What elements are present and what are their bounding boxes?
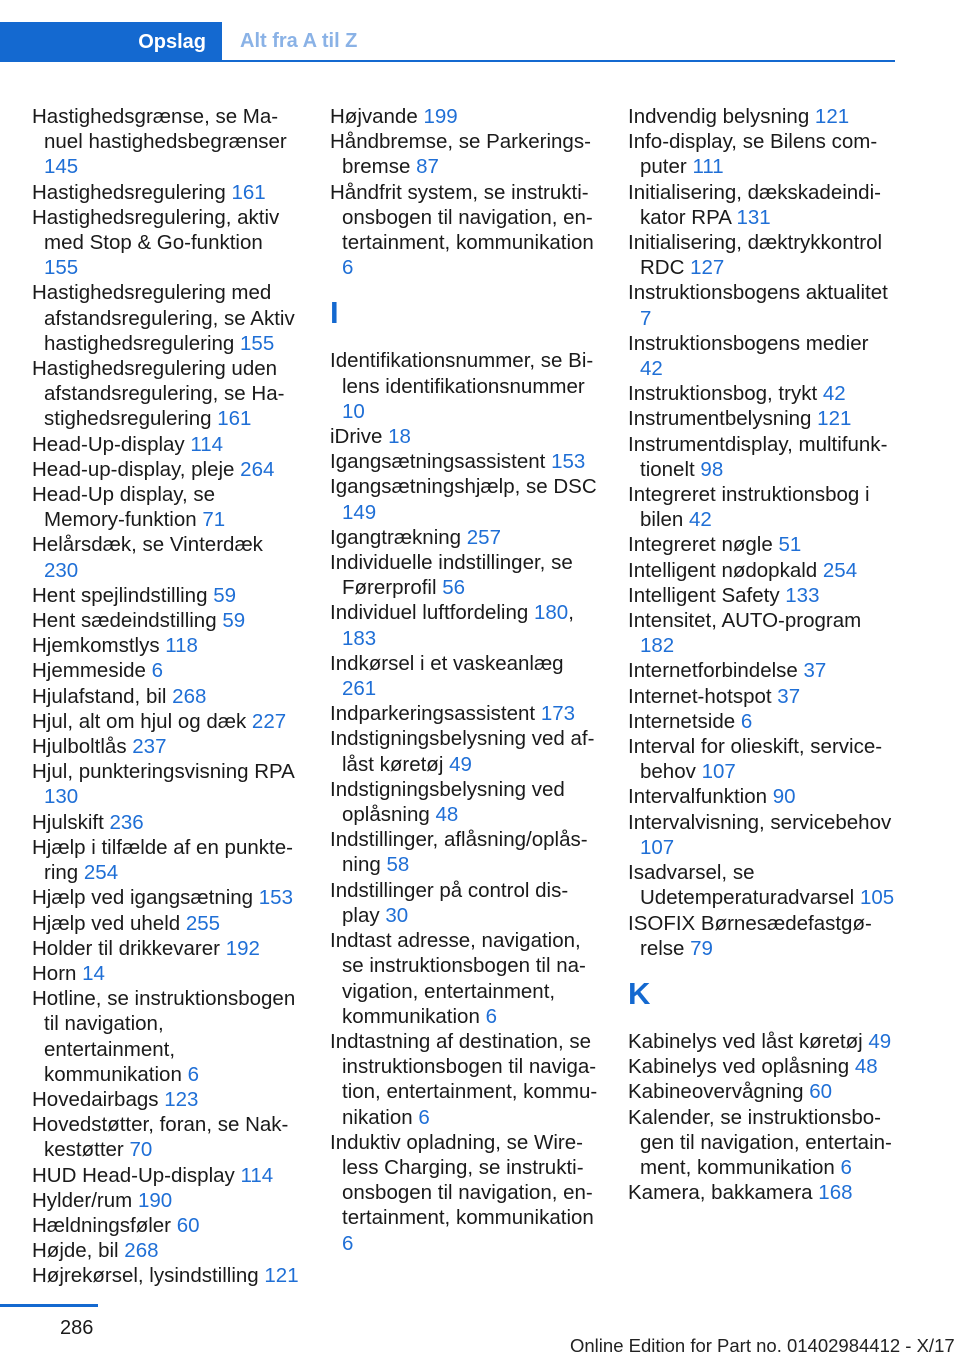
index-entry (628, 104, 896, 129)
index-entry-text: iDrive (330, 425, 383, 449)
index-entry-text: Hjul, punkteringsvisning RPA (32, 760, 294, 784)
index-entry-text: Instruktionsbogens aktualitet (628, 281, 888, 305)
index-entry (330, 726, 598, 776)
index-entry-text: Induktiv opladning, se Wireless Charging, se instruktionsbogen til navigation, entertainment, kommunikation (330, 1130, 594, 1230)
index-entry-text: Hjul, alt om hjul og dæk (32, 709, 247, 733)
index-entry (628, 406, 896, 431)
index-entry (330, 129, 598, 179)
index-entry (32, 280, 300, 356)
index-entry (32, 1087, 300, 1112)
page-reference-link[interactable]: 56 (442, 576, 466, 600)
page-reference-link[interactable]: 111 (692, 155, 724, 179)
page-reference-link[interactable]: 30 (385, 903, 409, 927)
page-reference-link[interactable]: 49 (868, 1029, 892, 1053)
index-entry-text: Hent sædeindstilling (32, 609, 217, 633)
footer-rule (0, 1304, 98, 1307)
index-entry-text: Hovedairbags (32, 1087, 159, 1111)
index-entry (330, 827, 598, 877)
index-entry-text: Højvande (330, 105, 418, 128)
tab-bar (0, 22, 895, 62)
page-reference-link[interactable]: 261 (342, 677, 377, 701)
page-reference-link[interactable]: 149 (342, 500, 377, 524)
index-entry (330, 777, 598, 827)
page-reference-link[interactable]: 6 (342, 256, 354, 280)
index-entry (32, 658, 300, 683)
page-reference-link[interactable]: 230 (44, 558, 79, 582)
index-entry (32, 709, 300, 734)
page-reference-link[interactable]: 161 (217, 407, 252, 431)
index-entry (32, 885, 300, 910)
page-reference-link[interactable]: 180 (534, 601, 569, 625)
page-reference-link[interactable]: 6 (485, 1004, 497, 1028)
index-entry-text: Holder til drikkevarer (32, 936, 220, 960)
page-reference-link[interactable]: 236 (109, 810, 144, 834)
page-reference-link[interactable]: 183 (342, 626, 377, 650)
index-entry (628, 432, 896, 482)
index-entry (32, 608, 300, 633)
page-reference-link[interactable]: 60 (809, 1080, 833, 1104)
page-reference-link[interactable]: 18 (388, 425, 411, 449)
page-reference-link[interactable]: 107 (640, 835, 675, 859)
page-reference-link[interactable]: 107 (701, 760, 736, 784)
index-entry-text: Hjælp ved uheld (32, 911, 181, 935)
index-entry-text: HUD Head-Up-display (32, 1163, 235, 1187)
page-reference-link[interactable]: 48 (435, 803, 459, 827)
index-entry (32, 759, 300, 809)
index-entry (330, 348, 598, 424)
index-entry (628, 1180, 896, 1205)
index-entry (32, 911, 300, 936)
page-reference-link[interactable]: 71 (202, 508, 226, 532)
page-reference-link[interactable]: 60 (176, 1213, 200, 1237)
index-entry (628, 911, 896, 961)
index-entry-text: Hylder/rum (32, 1188, 133, 1212)
index-entry (330, 525, 598, 550)
index-entry-text: Hjemkomstlys (32, 634, 160, 658)
index-entry-text: Hent spejlindstilling (32, 583, 208, 607)
index-entry-text: Integreret nøgle (628, 533, 773, 557)
index-entry (628, 608, 896, 658)
page-reference-link[interactable]: 268 (172, 684, 207, 708)
page-reference-link[interactable]: 6 (342, 1231, 354, 1255)
index-entry (32, 835, 300, 885)
index-entry (32, 356, 300, 432)
edition-text: Online Edition for Part no. 01402984412 - X/17 (570, 1335, 955, 1356)
page-reference-link[interactable]: 59 (213, 583, 236, 607)
index-entry-text: Initialisering, dækskadeindikator RPA (628, 180, 881, 229)
page-reference-link[interactable]: 121 (817, 407, 852, 431)
index-entry (32, 986, 300, 1087)
index-entry-text: Internetside (628, 709, 736, 733)
index-entry-text: Hastighedsgrænse, se Manuel hastighedsbegrænser (32, 105, 287, 154)
index-entry-text: Interval for olieskift, servicebehov (628, 735, 883, 784)
index-entry (628, 810, 896, 860)
index-entry-text: Indtastning af destination, se instruktionsbogen til navigation, entertainment, kommunikation (330, 1029, 598, 1129)
index-entry (628, 1079, 896, 1104)
page-reference-link[interactable]: 168 (818, 1181, 853, 1205)
page-reference-link[interactable]: 14 (82, 961, 105, 985)
index-entry-text: Håndbremse, se Parkeringsbremse (330, 130, 591, 179)
page-reference-link[interactable]: 90 (772, 785, 796, 809)
index-entry-text: Hjulafstand, bil (32, 684, 167, 708)
index-entry (628, 1029, 896, 1054)
index-entry (32, 633, 300, 658)
index-entry-text: Kabinelys ved låst køretøj (628, 1029, 863, 1053)
page-reference-link[interactable]: 155 (240, 331, 275, 355)
index-column-3 (628, 104, 896, 1205)
index-entry (628, 532, 896, 557)
index-entry-text: Instrumentbelysning (628, 407, 812, 431)
index-entry-text: Indvendig belysning (628, 105, 810, 128)
page-reference-link[interactable]: 254 (822, 558, 858, 582)
index-entry (628, 331, 896, 381)
index-entry-text: Instrumentdisplay, multifunktionelt (628, 432, 888, 481)
index-entry (330, 1029, 598, 1130)
index-entry-text: Horn (32, 961, 77, 985)
tab-alt-fra-a-til-z[interactable]: Alt fra A til Z (222, 22, 895, 62)
index-entry-text: Info-display, se Bilens computer (628, 130, 878, 179)
index-column-2 (330, 104, 598, 1256)
page-reference-link[interactable]: 121 (264, 1264, 299, 1288)
index-entry (628, 230, 896, 280)
page-reference-link[interactable]: 6 (418, 1105, 430, 1129)
index-entry-text: Kabineovervågning (628, 1080, 804, 1104)
index-entry-text: Head-Up-display (32, 432, 185, 456)
page-reference-link[interactable]: 145 (44, 155, 79, 179)
index-entry-text: Hjulskift (32, 810, 104, 834)
index-entry (330, 928, 598, 1029)
page-reference-link[interactable]: 42 (689, 508, 712, 532)
index-entry-text: Individuel luftfordeling (330, 601, 529, 625)
index-entry (32, 1112, 300, 1162)
index-entry: Individuel luftfordeling 180, 183 (330, 601, 574, 650)
page-reference-link[interactable]: 155 (44, 256, 79, 280)
page-reference-link[interactable]: 37 (777, 684, 801, 708)
index-entry (32, 532, 300, 582)
page-reference-link[interactable]: 105 (859, 886, 895, 910)
index-entry-text: Kamera, bakkamera (628, 1181, 813, 1205)
index-entry (330, 701, 598, 726)
index-entry-text: Intelligent Safety (628, 583, 780, 607)
index-entry-text: Hjulboltlås (32, 735, 127, 759)
page-reference-link[interactable]: 42 (640, 357, 663, 381)
index-entry (330, 180, 598, 281)
index-entry (32, 1213, 300, 1238)
page-reference-link[interactable]: 48 (854, 1055, 878, 1079)
index-entry-text: Hjemmeside (32, 659, 146, 683)
page-reference-link[interactable]: 51 (778, 533, 802, 557)
index-entry-text: Initialisering, dæktrykkontrol RDC (628, 231, 883, 280)
page-reference-link[interactable]: 192 (225, 936, 260, 960)
page-reference-link[interactable]: 42 (822, 382, 846, 406)
index-entry (628, 129, 896, 179)
index-entry-text: Højrekørsel, lysindstilling (32, 1264, 259, 1288)
index-entry-text: Indparkeringsassistent (330, 702, 536, 726)
index-entry (628, 1105, 896, 1181)
index-entry-text: Hjælp ved igangsætning (32, 886, 254, 910)
page-reference-link[interactable]: 6 (840, 1155, 852, 1179)
page-reference-link[interactable]: 264 (240, 457, 275, 481)
page-reference-link[interactable]: 114 (190, 432, 224, 456)
index-entry-text: Intensitet, AUTO-program (628, 609, 862, 633)
index-entry (32, 684, 300, 709)
page-reference-link[interactable]: 123 (164, 1087, 199, 1111)
index-entry (628, 583, 896, 608)
index-entry (628, 709, 896, 734)
index-entry-text: Håndfrit system, se instruktionsbogen til navigation, entertainment, kommunikation (330, 180, 594, 255)
page-reference-link[interactable]: 114 (240, 1163, 274, 1187)
index-entry (32, 1188, 300, 1213)
index-entry-text: Indstillinger på control display (330, 878, 569, 927)
index-entry (32, 583, 300, 608)
page-reference-link[interactable]: 121 (814, 105, 850, 128)
index-entry (628, 180, 896, 230)
index-entry (628, 734, 896, 784)
index-entry-text: Intelligent nødopkald (628, 558, 818, 582)
page-reference-link[interactable]: 6 (740, 709, 753, 733)
page-reference-link[interactable]: 153 (258, 886, 293, 910)
index-entry-text: Kalender, se instruktionsbogen til navigation, entertainment, kommunikation (628, 1105, 892, 1179)
page-reference-link[interactable]: 79 (690, 936, 713, 960)
page-reference-link[interactable]: 6 (187, 1062, 199, 1086)
index-entry-text: Hastighedsregulering med afstandsregulering, se Aktiv hastighedsregulering (32, 281, 295, 355)
index-entry-text: Helårsdæk, se Vinterdæk (32, 533, 263, 557)
index-letter-heading: I (330, 295, 339, 331)
index-entry (32, 961, 300, 986)
index-entry (330, 104, 598, 129)
tab-opslag[interactable]: Opslag (0, 22, 222, 62)
index-entry-text: Hastighedsregulering (32, 180, 226, 204)
index-entry (32, 104, 300, 180)
page-reference-link[interactable]: 227 (251, 709, 287, 733)
page-reference-link[interactable]: 257 (466, 525, 501, 549)
index-entry-text: Indkørsel i et vaskeanlæg (330, 651, 564, 675)
index-entry-text: Højde, bil (32, 1239, 119, 1263)
index-entry (330, 878, 598, 928)
page-reference-link[interactable]: 59 (222, 609, 246, 633)
index-entry (628, 658, 896, 683)
index-entry-text: Kabinelys ved oplåsning (628, 1055, 850, 1079)
index-entry (32, 734, 300, 759)
index-entry-text: Indstigningsbelysning ved oplåsning (330, 777, 565, 827)
page-reference-link[interactable]: 127 (690, 256, 725, 280)
index-entry-text: Intervalfunktion (628, 785, 768, 809)
index-entry (628, 558, 896, 583)
index-entry-text: Indstigningsbelysning ved aflåst køretøj (330, 727, 595, 776)
index-letter-heading: K (628, 975, 651, 1011)
index-entry-text: Isadvarsel, se Udetemperaturadvarsel (628, 861, 855, 910)
page-reference-link[interactable]: 49 (449, 752, 472, 776)
index-entry-text: Indstillinger, aflåsning/oplåsning (330, 828, 588, 877)
index-entry (32, 1163, 300, 1188)
page-reference-link[interactable]: 98 (700, 457, 724, 481)
index-entry (330, 449, 598, 474)
page-reference-link[interactable]: 254 (83, 861, 119, 885)
index-entry-text: ISOFIX Børnesædefastgørelse (628, 911, 872, 960)
page-reference-link[interactable]: 87 (416, 155, 439, 179)
page-reference-link[interactable]: 190 (137, 1188, 173, 1212)
index-entry-text: Head-up-display, pleje (32, 457, 235, 481)
index-entry (628, 482, 896, 532)
index-entry-text: Integreret instruktionsbog i bilen (628, 483, 870, 532)
index-entry-text: Hjælp i tilfælde af en punktering (32, 835, 293, 885)
page-reference-link[interactable]: 130 (44, 785, 79, 809)
index-entry-text: Hastighedsregulering, aktiv med Stop & Go-funktion (32, 205, 280, 255)
page-reference-link[interactable]: 161 (231, 180, 266, 204)
index-entry-text: Igangsætningshjælp, se DSC (330, 475, 597, 499)
page-reference-link[interactable]: 268 (124, 1239, 159, 1263)
index-entry (628, 381, 896, 406)
index-column-1 (32, 104, 300, 1289)
index-entry-text: Igangsætningsassistent (330, 450, 546, 474)
index-entry-text: Hældningsføler (32, 1213, 171, 1237)
page-reference-link[interactable]: 37 (803, 659, 827, 683)
index-entry-text: Indtast adresse, navigation, se instruktionsbogen til navigation, entertainment, kommunikation (330, 929, 586, 1028)
index-entry-text: Hastighedsregulering uden afstandsregulering, se Hastighedsregulering (32, 357, 285, 431)
index-entry-text: Hovedstøtter, foran, se Nakkestøtter (32, 1113, 289, 1162)
page-reference-link[interactable]: 255 (185, 911, 221, 935)
index-entry (32, 810, 300, 835)
index-entry-text: Igangtrækning (330, 525, 462, 549)
page-reference-link[interactable]: 131 (736, 205, 771, 229)
index-entry-text: Internet-hotspot (628, 684, 772, 708)
index-entry-text: Intervalvisning, servicebehov (628, 810, 892, 834)
page-reference-link[interactable]: 6 (151, 659, 164, 683)
index-entry-text: Instruktionsbog, trykt (628, 382, 818, 406)
index-entry (32, 482, 300, 532)
index-entry (330, 424, 598, 449)
index-entry-text: Individuelle indstillinger, se Førerprofil (330, 551, 573, 600)
index-entry-text: Instruktionsbogens medier (628, 331, 869, 355)
page-reference-link[interactable]: 153 (551, 450, 586, 474)
index-entry (628, 1054, 896, 1079)
page-reference-link[interactable]: 182 (640, 634, 675, 658)
index-entry (32, 1238, 300, 1263)
index-entry-text: Identifikationsnummer, se Bilens identifikationsnummer (330, 349, 594, 398)
page-reference-link[interactable]: 10 (342, 399, 365, 423)
index-entry-text: Head-Up display, se Memory-funktion (32, 483, 216, 532)
page-reference-link[interactable]: 118 (165, 634, 198, 658)
page-reference-link[interactable]: 58 (386, 853, 410, 877)
index-entry (32, 432, 300, 457)
index-entry (32, 457, 300, 482)
index-entry (32, 180, 300, 205)
page-reference-link[interactable]: 70 (129, 1138, 153, 1162)
page-reference-link[interactable]: 133 (785, 583, 820, 607)
index-entry (32, 1263, 300, 1288)
index-entry-text: Internetforbindelse (628, 659, 798, 683)
index-entry (628, 684, 896, 709)
index-entry (32, 205, 300, 281)
index-entry (628, 784, 896, 809)
index-entry (330, 1130, 598, 1256)
index-entry (628, 280, 896, 330)
index-entry-text: Hotline, se instruktionsbogen til navigation, entertainment, kommunikation (32, 987, 296, 1086)
index-entry (32, 936, 300, 961)
page-reference-link[interactable]: 7 (640, 306, 652, 330)
index-entry (330, 474, 598, 524)
index-entry (628, 860, 896, 910)
index-entry (330, 651, 598, 701)
page-number: 286 (60, 1317, 94, 1339)
page-reference-link[interactable]: 173 (540, 702, 576, 726)
page-reference-link[interactable]: 237 (132, 735, 167, 759)
index-entry (330, 550, 598, 600)
page-reference-link[interactable]: 199 (423, 105, 458, 128)
